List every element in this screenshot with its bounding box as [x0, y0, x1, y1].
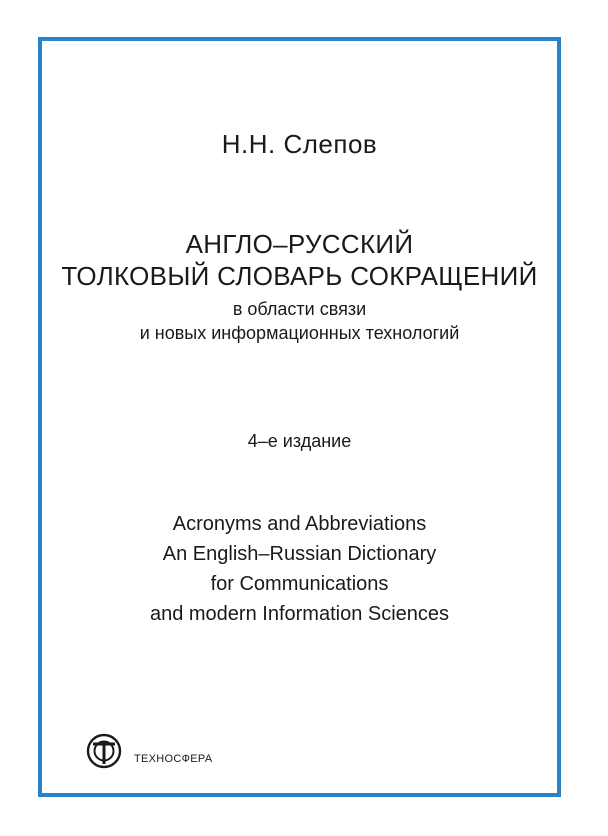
cover-frame — [38, 37, 561, 797]
english-title-line-2: An English–Russian Dictionary — [162, 543, 437, 565]
technosphere-logo-icon — [86, 733, 122, 769]
publisher-name: ТЕХНОСФЕРА — [134, 753, 213, 765]
edition-label: 4–е издание — [247, 431, 352, 451]
title-line-1: АНГЛО–РУССКИЙ — [185, 229, 414, 259]
author-name: Н.Н. Слепов — [221, 129, 378, 159]
english-title-line-4: and modern Information Sciences — [149, 603, 450, 625]
english-title-line-3: for Communications — [210, 573, 389, 595]
subtitle-line-2: и новых информационных технологий — [139, 323, 460, 343]
title-line-2: ТОЛКОВЫЙ СЛОВАРЬ СОКРАЩЕНИЙ — [61, 261, 538, 291]
subtitle-line-1: в области связи — [232, 299, 367, 319]
english-title-line-1: Acronyms and Abbreviations — [172, 513, 427, 535]
